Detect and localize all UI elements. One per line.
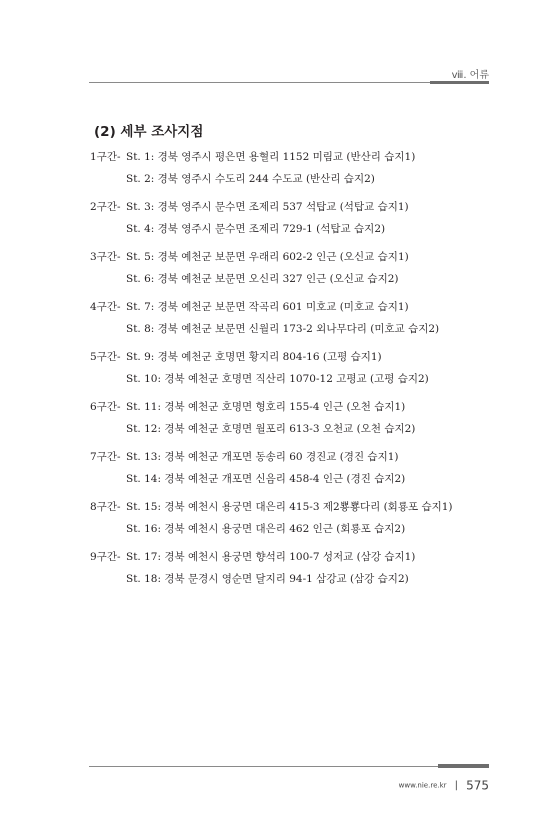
list-item	[90, 318, 500, 340]
section-label: 9구간-	[90, 551, 121, 563]
section-label: 3구간-	[90, 251, 121, 263]
station-text: St. 2: 경북 영주시 수도리 244 수도교 (반산리 습지2)	[126, 173, 375, 185]
section-group-8	[90, 496, 500, 540]
list-item	[90, 296, 500, 318]
station-text: St. 9: 경북 예천군 호명면 황지리 804-16 (고평 습지1)	[126, 351, 382, 363]
station-text: St. 11: 경북 예천군 호명면 형호리 155-4 인근 (오천 습지1)	[126, 401, 406, 413]
station-text: St. 15: 경북 예천시 용궁면 대은리 415-3 제2뿅뿅다리 (회룡포 습지1)	[126, 501, 453, 513]
list-item	[90, 496, 500, 518]
list-item	[90, 396, 500, 418]
section-label: 4구간-	[90, 301, 121, 313]
section-label: 2구간-	[90, 201, 121, 213]
station-text: St. 8: 경북 예천군 보문면 신월리 173-2 외나무다리 (미호교 습지2)	[126, 323, 440, 335]
footer-url: www.nie.re.kr	[398, 781, 447, 790]
list-item	[90, 246, 500, 268]
station-text: St. 16: 경북 예천시 용궁면 대은리 462 인근 (회룡포 습지2)	[126, 523, 406, 535]
station-text: St. 3: 경북 영주시 문수면 조제리 537 석탑교 (석탑교 습지1)	[126, 201, 409, 213]
footer-rule	[89, 766, 489, 767]
section-group-5	[90, 346, 500, 390]
section-group-9	[90, 546, 500, 590]
footer-separator: |	[454, 780, 458, 791]
list-item	[90, 546, 500, 568]
footer-rule-accent	[438, 764, 489, 768]
page-number: 575	[466, 778, 489, 793]
chapter-title: ⅷ. 어류	[451, 70, 489, 81]
page-footer	[399, 775, 489, 794]
section-title: (2) 세부 조사지점	[94, 124, 204, 140]
list-item	[90, 568, 500, 590]
list-item	[90, 346, 500, 368]
list-item	[90, 368, 500, 390]
header-rule-accent	[430, 81, 489, 84]
section-label: 8구간-	[90, 501, 121, 513]
section-group-4	[90, 296, 500, 340]
header-rule	[89, 82, 489, 83]
list-item	[90, 418, 500, 440]
section-label: 7구간-	[90, 451, 121, 463]
section-group-1	[90, 146, 500, 190]
station-text: St. 4: 경북 영주시 문수면 조제리 729-1 (석탑교 습지2)	[126, 223, 386, 235]
section-label: 5구간-	[90, 351, 121, 363]
section-group-3	[90, 246, 500, 290]
section-label: 1구간-	[90, 151, 121, 163]
section-group-7	[90, 446, 500, 490]
station-text: St. 13: 경북 예천군 개포면 동송리 60 경진교 (경진 습지1)	[126, 451, 399, 463]
station-text: St. 6: 경북 예천군 보문면 오신리 327 인근 (오신교 습지2)	[126, 273, 399, 285]
list-item	[90, 146, 500, 168]
survey-site-list	[90, 146, 500, 596]
running-header	[89, 66, 489, 80]
section-group-6	[90, 396, 500, 440]
list-item	[90, 268, 500, 290]
list-item	[90, 518, 500, 540]
list-item	[90, 468, 500, 490]
list-item	[90, 196, 500, 218]
list-item	[90, 446, 500, 468]
station-text: St. 10: 경북 예천군 호명면 직산리 1070-12 고평교 (고평 습지2)	[126, 373, 429, 385]
section-label: 6구간-	[90, 401, 121, 413]
list-item	[90, 218, 500, 240]
station-text: St. 5: 경북 예천군 보문면 우래리 602-2 인근 (오신교 습지1)	[126, 251, 409, 263]
station-text: St. 12: 경북 예천군 호명면 월포리 613-3 오천교 (오천 습지2)	[126, 423, 416, 435]
station-text: St. 7: 경북 예천군 보문면 작곡리 601 미호교 (미호교 습지1)	[126, 301, 409, 313]
station-text: St. 17: 경북 예천시 용궁면 향석리 100-7 성저교 (삼강 습지1)	[126, 551, 416, 563]
station-text: St. 1: 경북 영주시 평은면 용혈리 1152 미림교 (반산리 습지1)	[126, 151, 416, 163]
station-text: St. 18: 경북 문경시 영순면 달지리 94-1 삼강교 (삼강 습지2)	[126, 573, 409, 585]
section-group-2	[90, 196, 500, 240]
list-item	[90, 168, 500, 190]
station-text: St. 14: 경북 예천군 개포면 신음리 458-4 인근 (경진 습지2)	[126, 473, 406, 485]
